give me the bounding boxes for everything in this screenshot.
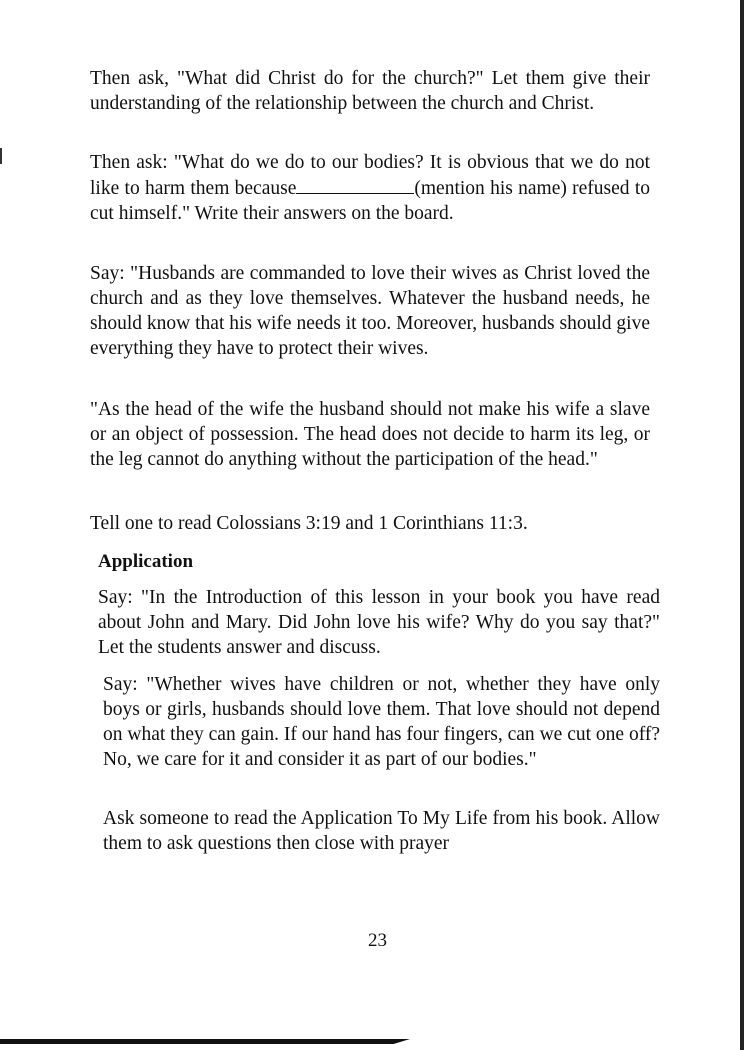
scan-edge-bottom — [0, 1039, 410, 1044]
paragraph: Then ask, "What did Christ do for the church?" Let them give their understanding of the relationship between the church and Christ. — [90, 68, 650, 114]
fill-in-blank — [296, 175, 414, 194]
text: (mention his name) refused to cut himself." Write their answers on the board. — [90, 178, 650, 224]
paragraph: Say: "Whether wives have children or not, whether they have only boys or girls, husbands should love them. That love should not depend on what they can gain. If our hand has four fingers, can we cut one off? No, we care for it and consider it as part of our bodies." — [103, 674, 660, 770]
paragraph: Say: "In the Introduction of this lesson in your book you have read about John and Mary. Did John love his wife? Why do you say that?" Let the students answer and discuss. — [98, 587, 660, 658]
paragraph: Say: "Husbands are commanded to love their wives as Christ loved the church and as they love themselves. Whatever the husband needs, he should know that his wife needs it too. Moreover, husbands should give everything they have to protect their wives. — [90, 263, 650, 359]
paragraph-with-blank — [90, 150, 650, 226]
page-number: 23 — [368, 930, 387, 951]
scan-edge-right — [740, 0, 744, 1050]
section-heading: Application — [98, 551, 194, 572]
scan-mark-left — [0, 148, 2, 164]
paragraph: Tell one to read Colossians 3:19 and 1 Corinthians 11:3. — [90, 513, 528, 534]
paragraph: "As the head of the wife the husband should not make his wife a slave or an object of possession. The head does not decide to harm its leg, or the leg cannot do anything without the participation of the head." — [90, 399, 650, 470]
text: Then ask: "What do we do to our bodies? It is obvious that we do not like to harm them because — [90, 152, 650, 199]
paragraph: Ask someone to read the Application To My Life from his book. Allow them to ask questions then close with prayer — [103, 808, 660, 854]
